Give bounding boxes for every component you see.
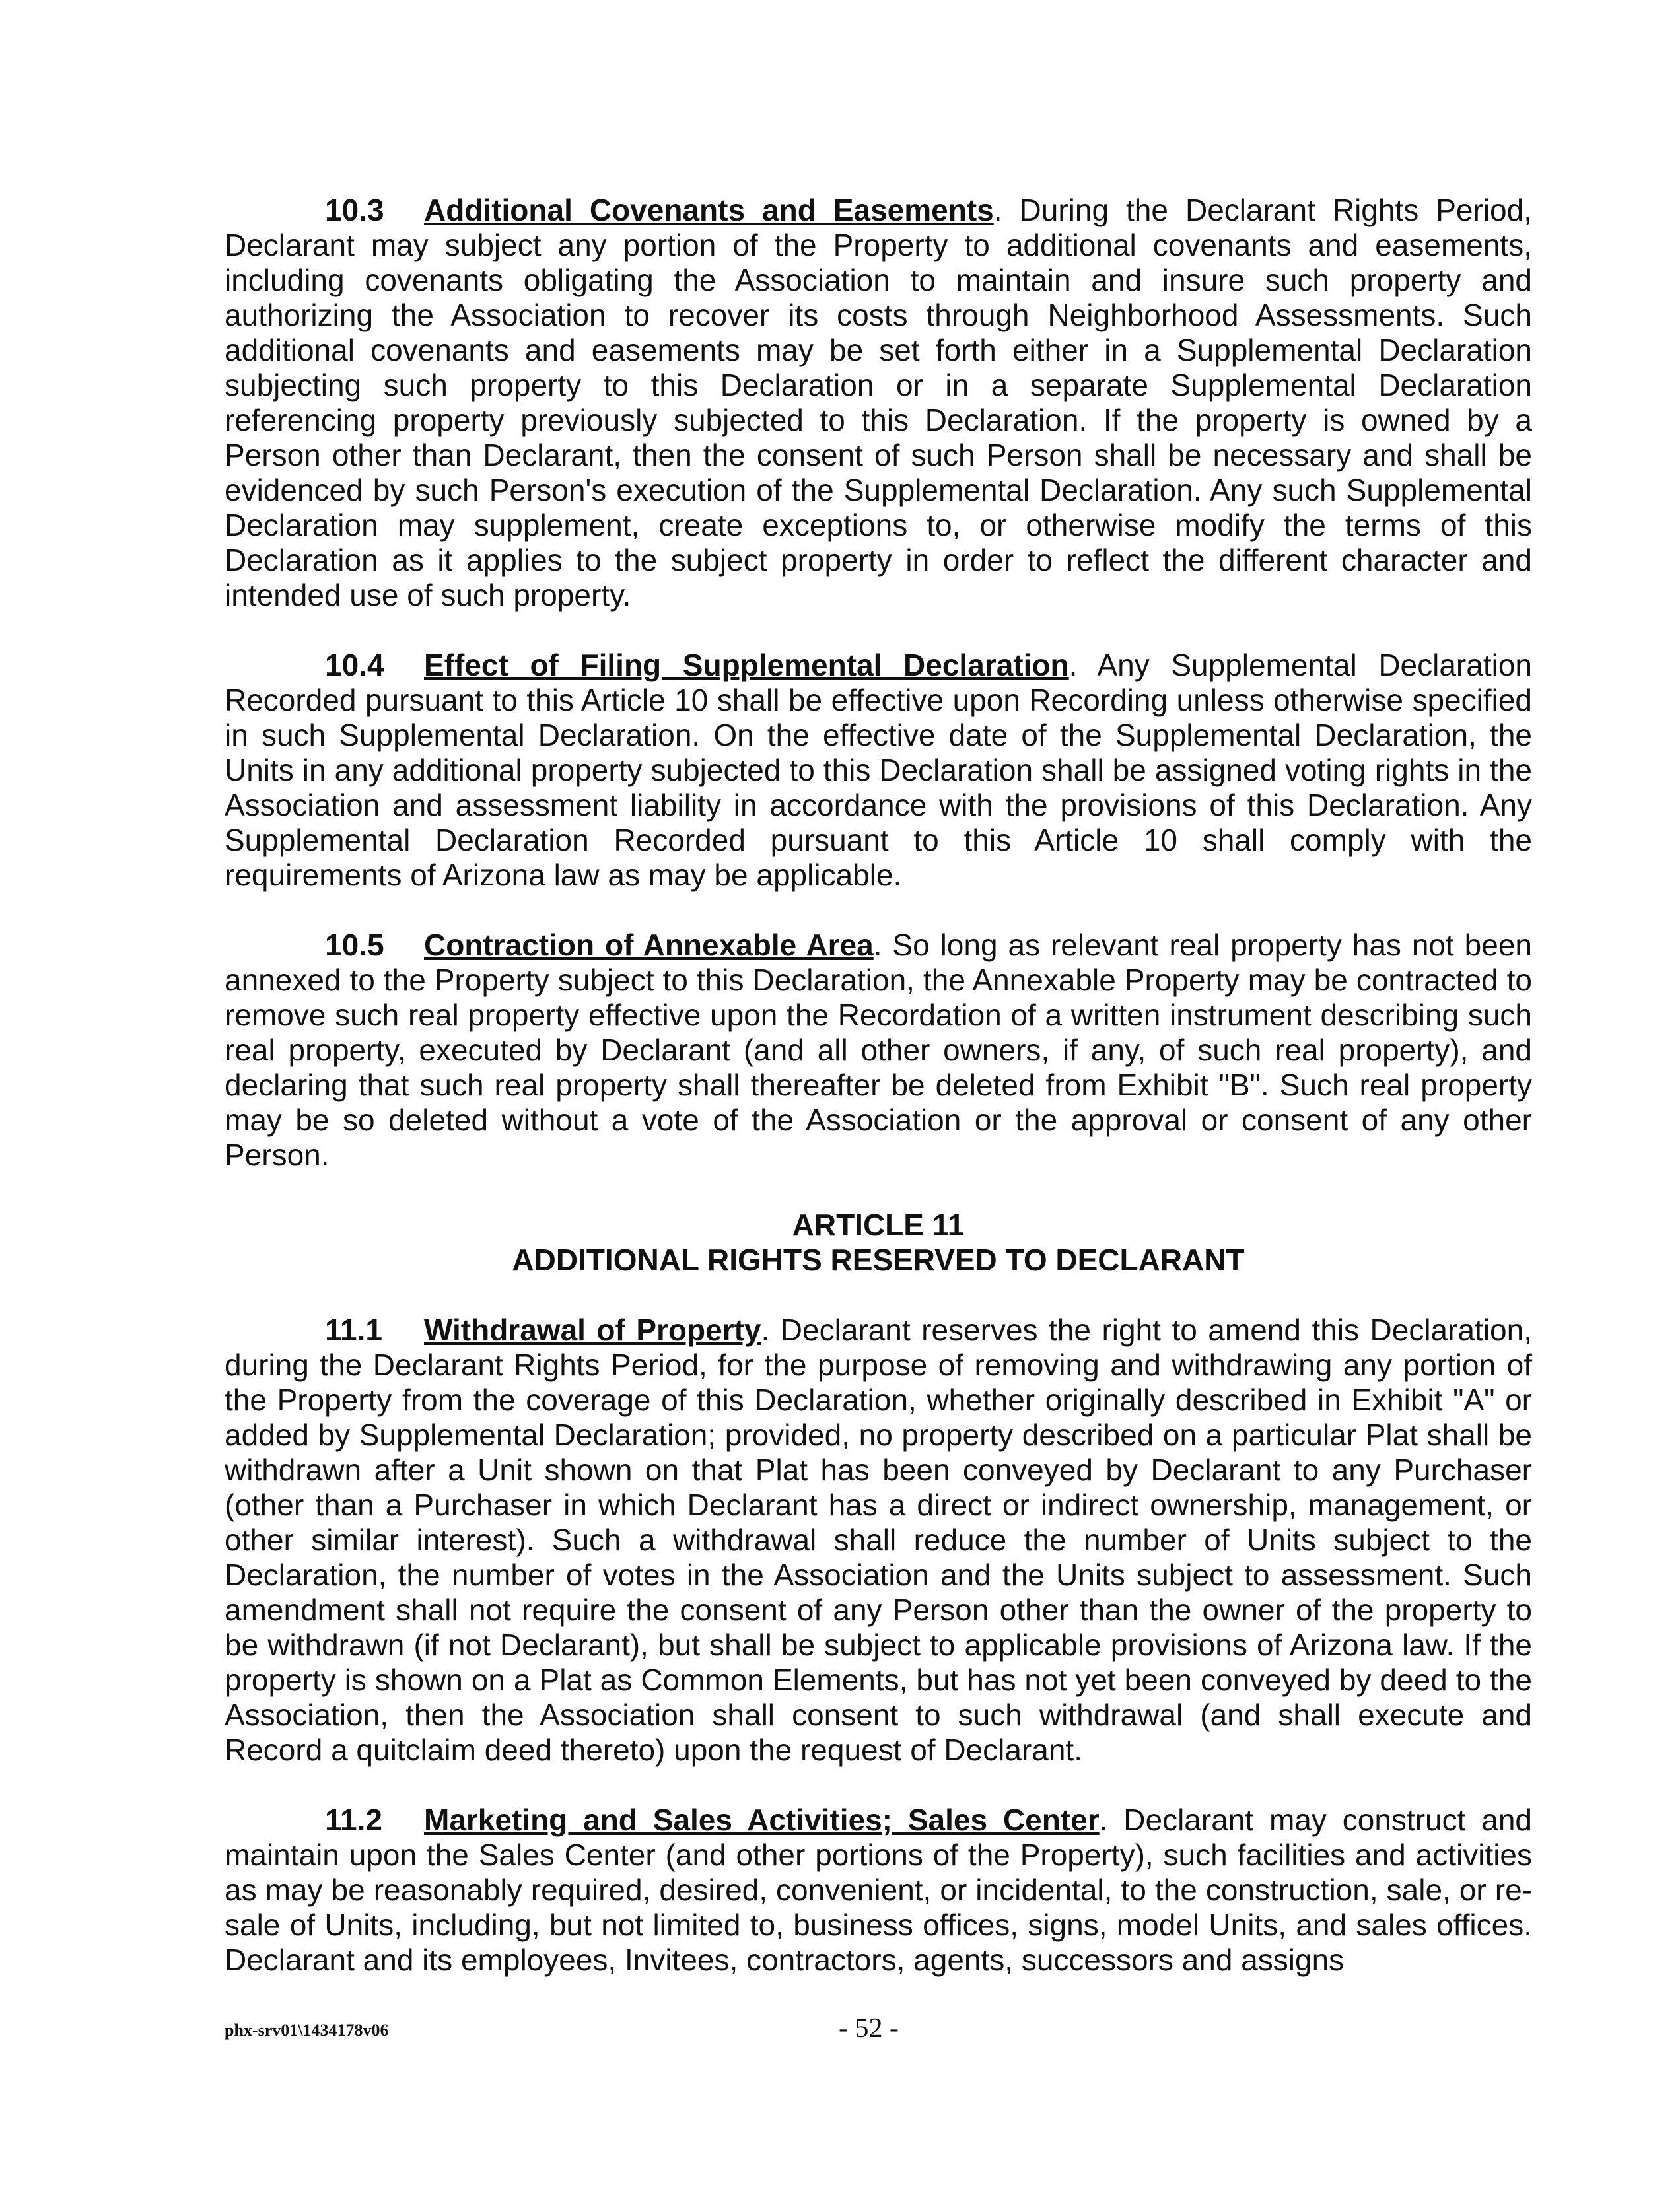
section-text: . During the Declarant Rights Period, Declarant may subject any portion of the Property to additional covenants and easements, including covenants obligating the Association to maintain and insure such property and authorizing the Association to recover its costs through Neighborhood Assessments. Such additional covenants and easements may be set forth either in a Supplemental Declaration subjecting such property to this Declaration or in a separate Supplemental Declaration referencing property previously subjected to this Declaration. If the property is owned by a Person other than Declarant, then the consent of such Person shall be necessary and shall be evidenced by such Person's execution of the Supplemental Declaration. Any such Supplemental Declaration may supplement, create exceptions to, or otherwise modify the terms of this Declaration as it applies to the subject property in order to reflect the different character and intended use of such property. (225, 193, 1532, 612)
section-heading: Withdrawal of Property (424, 1313, 761, 1347)
section-text: . So long as relevant real property has not been annexed to the Property subject to this Declaration, the Annexable Property may be contracted to remove such real property effective upon the Recordation of a written instrument describing such real property, executed by Declarant (and all other owners, if any, of such real property), and declaring that such real property shall thereafter be deleted from Exhibit "B". Such real property may be so deleted without a vote of the Association or the approval or consent of any other Person. (225, 928, 1533, 1172)
document-body (225, 193, 1532, 2013)
section-text: . Any Supplemental Declaration Recorded pursuant to this Article 10 shall be effective upon Recording unless otherwise specified in such Supplemental Declaration. On the effective date of the Supplemental Declaration, the Units in any additional property subjected to this Declaration shall be assigned voting rights in the Association and assessment liability in accordance with the provisions of this Declaration. Any Supplemental Declaration Recorded pursuant to this Article 10 shall comply with the requirements of Arizona law as may be applicable. (225, 648, 1532, 892)
section-10-3 (225, 193, 1532, 613)
section-text: . Declarant reserves the right to amend this Declaration, during the Declarant Rights Period, for the purpose of removing and withdrawing any portion of the Property from the coverage of this Declaration, whether originally described in Exhibit "A" or added by Supplemental Declaration; provided, no property described on a particular Plat shall be withdrawn after a Unit shown on that Plat has been conveyed by Declarant to any Purchaser (other than a Purchaser in which Declarant has a direct or indirect ownership, management, or other similar interest). Such a withdrawal shall reduce the number of Units subject to the Declaration, the number of votes in the Association and the Units subject to assessment. Such amendment shall not require the consent of any Person other than the owner of the property to be withdrawn (if not Declarant), but shall be subject to applicable provisions of Arizona law. If the property is shown on a Plat as Common Elements, but has not yet been conveyed by deed to the Association, then the Association shall consent to such withdrawal (and shall execute and Record a quitclaim deed thereto) upon the request of Declarant. (225, 1313, 1532, 1767)
section-11-2 (225, 1803, 1532, 1978)
section-text: . Declarant may construct and maintain upon the Sales Center (and other portions of the Property), such facilities and activities as may be reasonably required, desired, convenient, or incidental, to the construction, sale, or re-sale of Units, including, but not limited to, business offices, signs, model Units, and sales offices. Declarant and its employees, Invitees, contractors, agents, successors and assigns (225, 1803, 1532, 1977)
section-number: 10.4 (325, 648, 384, 682)
section-11-1 (225, 1313, 1532, 1768)
section-number: 10.3 (325, 193, 384, 227)
section-heading: Contraction of Annexable Area (424, 928, 874, 962)
section-heading: Additional Covenants and Easements (424, 193, 994, 227)
page-number: - 52 - (839, 2013, 899, 2044)
section-number: 11.2 (325, 1803, 382, 1837)
section-heading: Marketing and Sales Activities; Sales Center (424, 1803, 1100, 1837)
section-10-5 (225, 928, 1532, 1173)
article-title: ADDITIONAL RIGHTS RESERVED TO DECLARANT (512, 1243, 1245, 1277)
section-number: 11.1 (325, 1313, 382, 1347)
section-number: 10.5 (325, 928, 384, 962)
document-id: phx-srv01\1434178v06 (225, 2021, 389, 2040)
article-heading (225, 1208, 1532, 1278)
section-heading: Effect of Filing Supplemental Declaration (424, 648, 1069, 682)
section-10-4 (225, 648, 1532, 893)
article-number: ARTICLE 11 (792, 1208, 965, 1242)
